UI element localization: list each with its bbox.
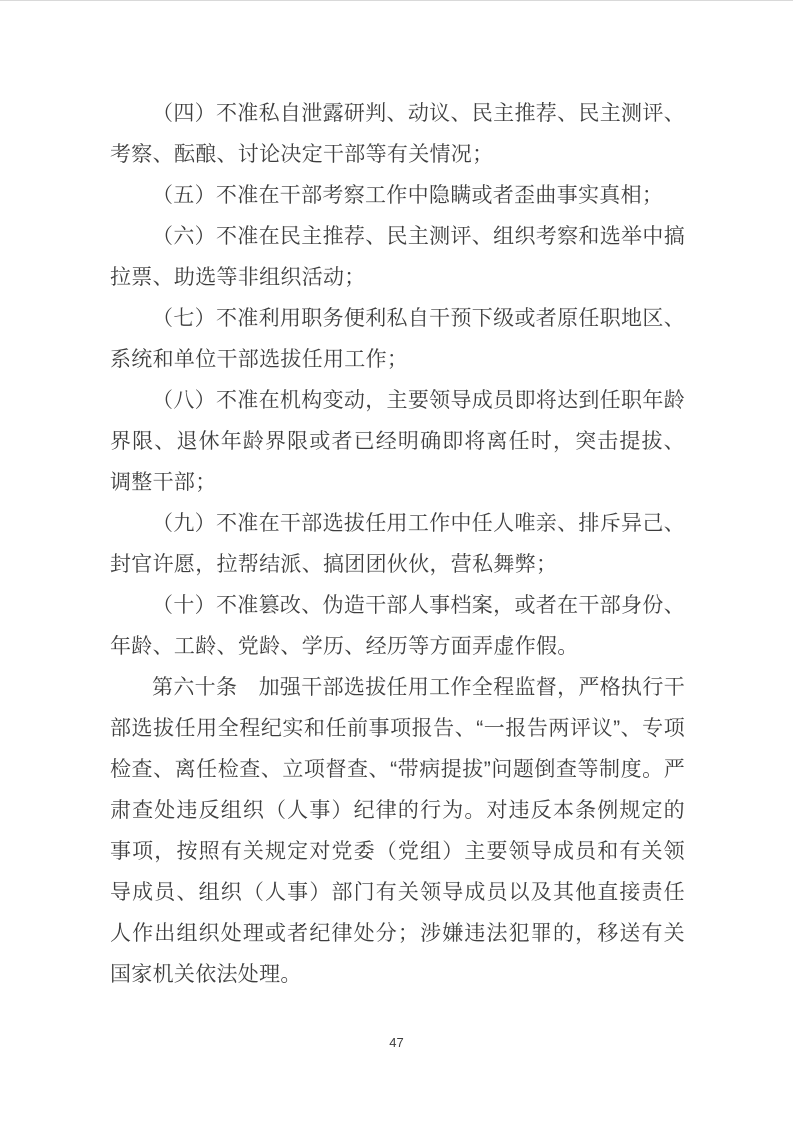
paragraph-item-9: （九）不准在干部选拔任用工作中任人唯亲、排斥异己、封官许愿，拉帮结派、搞团团伙伙，营私舞弊； bbox=[110, 512, 685, 576]
page-footer bbox=[0, 1034, 793, 1052]
paragraph-item-6: （六）不准在民主推荐、民主测评、组织考察和选举中搞拉票、助选等非组织活动； bbox=[110, 225, 685, 289]
page-number: 47 bbox=[389, 1035, 404, 1050]
paragraph-item-10: （十）不准篡改、伪造干部人事档案，或者在干部身份、年龄、工龄、党龄、学历、经历等方面弄虚作假。 bbox=[110, 594, 685, 658]
paragraph-article-60: 第六十条 加强干部选拔任用工作全程监督，严格执行干部选拔任用全程纪实和任前事项报告、“一报告两评议”、专项检查、离任检查、立项督查、“带病提拔”问题倒查等制度。严肃查处违反组织（人事）纪律的行为。对违反本条例规定的事项，按照有关规定对党委（党组）主要领导成员和有关领导成员、组织（人事）部门有关领导成员以及其他直接责任人作出组织处理或者纪律处分；涉嫌违法犯罪的，移送有关国家机关依法处理。 bbox=[110, 676, 685, 986]
paragraph-item-5: （五）不准在干部考察工作中隐瞒或者歪曲事实真相； bbox=[152, 184, 664, 207]
page-body-text bbox=[110, 93, 685, 995]
paragraph-item-8: （八）不准在机构变动，主要领导成员即将达到任职年龄界限、退休年龄界限或者已经明确即将离任时，突击提拔、调整干部； bbox=[110, 389, 685, 494]
paragraph-item-7: （七）不准利用职务便利私自干预下级或者原任职地区、系统和单位干部选拔任用工作； bbox=[110, 307, 685, 371]
paragraph-item-4: （四）不准私自泄露研判、动议、民主推荐、民主测评、考察、酝酿、讨论决定干部等有关情况； bbox=[110, 102, 685, 166]
